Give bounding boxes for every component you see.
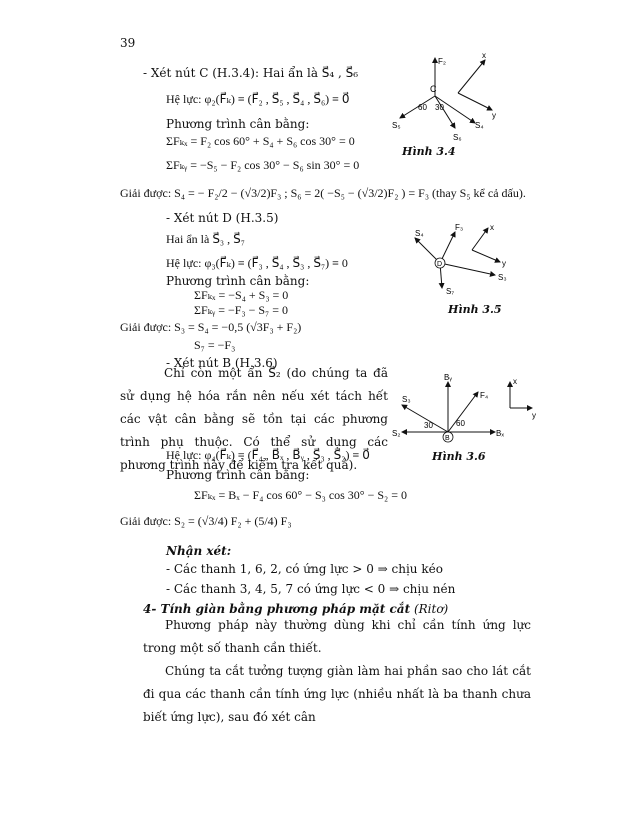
fig36-angle-30: 30 xyxy=(424,421,433,430)
fig34-angle-60: 60 xyxy=(418,103,427,112)
fig36-node-label: B xyxy=(445,435,450,442)
fig35-s4-label: S₄ xyxy=(415,229,424,238)
remark-title: Nhận xét: xyxy=(166,544,232,558)
fig35-force-label: F₃ xyxy=(455,223,464,232)
fig36-angle-60: 60 xyxy=(456,419,465,428)
page-number: 39 xyxy=(120,36,136,50)
section-4-paragraph-2: Chúng ta cắt tưởng tượng giàn làm hai phần sao cho lát cắt đi qua các thanh cần tính ứng lực (nhiều nhất là ba thanh chưa biết ứng lực), sau đó xét cân xyxy=(143,664,531,724)
node-b-heading: - Xét nút B (H.3.6) xyxy=(166,356,278,370)
node-b-solution: Giải được: S₂ = (√3/4) F₂ + (5/4) F₃ xyxy=(120,514,292,528)
node-c-equation-label: Phương trình cân bằng: xyxy=(166,117,310,131)
fig34-y-label: y xyxy=(492,111,496,120)
figure-3-6 xyxy=(390,370,540,450)
fig36-s2-label: S₂ xyxy=(392,429,401,438)
node-b-equation-label: Phương trình cân bằng: xyxy=(166,468,310,482)
figure-3-5 xyxy=(410,220,520,310)
fig36-f4-label: F₄ xyxy=(480,391,489,400)
section-4-paragraph-1: Phương pháp này thường dùng khi chỉ cần tính ứng lực trong một số thanh cần thiết. xyxy=(143,618,531,655)
node-c-heading: - Xét nút C (H.3.4): Hai ẩn là S⃗₄ , S⃗₆ xyxy=(143,66,359,80)
section-4-title: 4- Tính giàn bằng phương pháp mặt cắt xyxy=(143,602,411,616)
remark-compression: - Các thanh 3, 4, 5, 7 có ứng lực < 0 ⇒ chịu nén xyxy=(166,582,456,596)
node-b-equation-x: ΣFₖₓ = Bₓ − F₄ cos 60° − S₃ cos 30° − S₂ = 0 xyxy=(194,488,407,502)
fig35-s7-label: S₇ xyxy=(446,287,455,296)
figure-3-4 xyxy=(380,48,520,158)
node-d-equation-label: Phương trình cân bằng: xyxy=(166,274,310,288)
node-d-equation-y: ΣFₖᵧ = −F₃ − S₇ = 0 xyxy=(194,303,289,317)
fig35-y-label: y xyxy=(502,259,506,268)
figure-3-6-caption: Hình 3.6 xyxy=(432,450,486,463)
figure-3-4-caption: Hình 3.4 xyxy=(402,145,456,158)
section-4-title-suffix: (Ritơ) xyxy=(410,602,449,616)
fig34-force-label: F₂ xyxy=(438,57,446,66)
node-d-heading: - Xét nút D (H.3.5) xyxy=(166,211,279,225)
fig36-x-label: x xyxy=(513,377,517,386)
fig34-angle-30: 30 xyxy=(435,103,444,112)
fig34-node-label: C xyxy=(430,84,437,94)
fig35-x-label: x xyxy=(490,223,494,232)
fig34-s6-label: S₆ xyxy=(453,133,462,142)
fig34-x-label: x xyxy=(482,51,486,60)
node-c-equation-y: ΣFₖᵧ = −S₅ − F₂ cos 30° − S₆ sin 30° = 0 xyxy=(166,158,360,172)
node-d-unknowns: Hai ẩn là S⃗₃ , S⃗₇ xyxy=(166,232,245,246)
node-d-equation-x: ΣFₖₓ = −S₄ + S₃ = 0 xyxy=(194,288,289,302)
node-b-paragraph: Chỉ còn một ẩn S⃗₂ (do chúng ta đã sử dụng hệ hóa rắn nên nếu xét tách hết các vật cân bằng sẽ tồn tại các phương trình phụ thuộc. Có thể sử dụng các phương trình này để kiểm tra kết quả). xyxy=(120,366,388,472)
fig36-y-label: y xyxy=(532,411,536,420)
node-c-equation-x: ΣFₖₓ = F₂ cos 60° + S₄ + S₆ cos 30° = 0 xyxy=(166,134,355,148)
node-c-solution: Giải được: S₄ = − F₂/2 − (√3/2)F₃ ; S₆ = 2( −S₅ − (√3/2)F₂ ) = F₃ (thay S₅ kể cả dấu). xyxy=(120,186,526,200)
node-c-force-system: Hệ lực: φ₂(F⃗ₖ) ≡ (F⃗₂ , S⃗₅ , S⃗₄ , S⃗₆) ≡ 0⃗ xyxy=(166,92,350,106)
fig34-s5-label: S₅ xyxy=(392,121,401,130)
fig36-by-label: Bᵧ xyxy=(444,373,452,382)
fig36-bx-label: Bₓ xyxy=(496,429,504,438)
node-d-solution-2: S₇ = −F₃ xyxy=(194,338,236,352)
fig36-s3-label: S₃ xyxy=(402,395,411,404)
remark-tension: - Các thanh 1, 6, 2, có ứng lực > 0 ⇒ chịu kéo xyxy=(166,562,443,576)
node-d-force-system: Hệ lực: φ₃(F⃗ₖ) ≡ (F⃗₃ , S⃗₄ , S⃗₃ , S⃗₇) ≡ 0 xyxy=(166,256,348,270)
fig34-s4-label: S₄ xyxy=(475,121,484,130)
fig35-s3-label: S₃ xyxy=(498,273,507,282)
node-b-force-system: Hệ lực: φ₄(F⃗ₖ) ≡ (F⃗₄ , B⃗ₓ , B⃗ᵧ , S⃗₃ , S⃗₂) ≡ 0⃗ xyxy=(166,448,370,462)
fig35-node-label: D xyxy=(437,261,443,268)
figure-3-5-caption: Hình 3.5 xyxy=(448,303,502,316)
node-d-solution-1: Giải được: S₃ = S₄ = −0,5 (√3F₃ + F₂) xyxy=(120,320,302,334)
